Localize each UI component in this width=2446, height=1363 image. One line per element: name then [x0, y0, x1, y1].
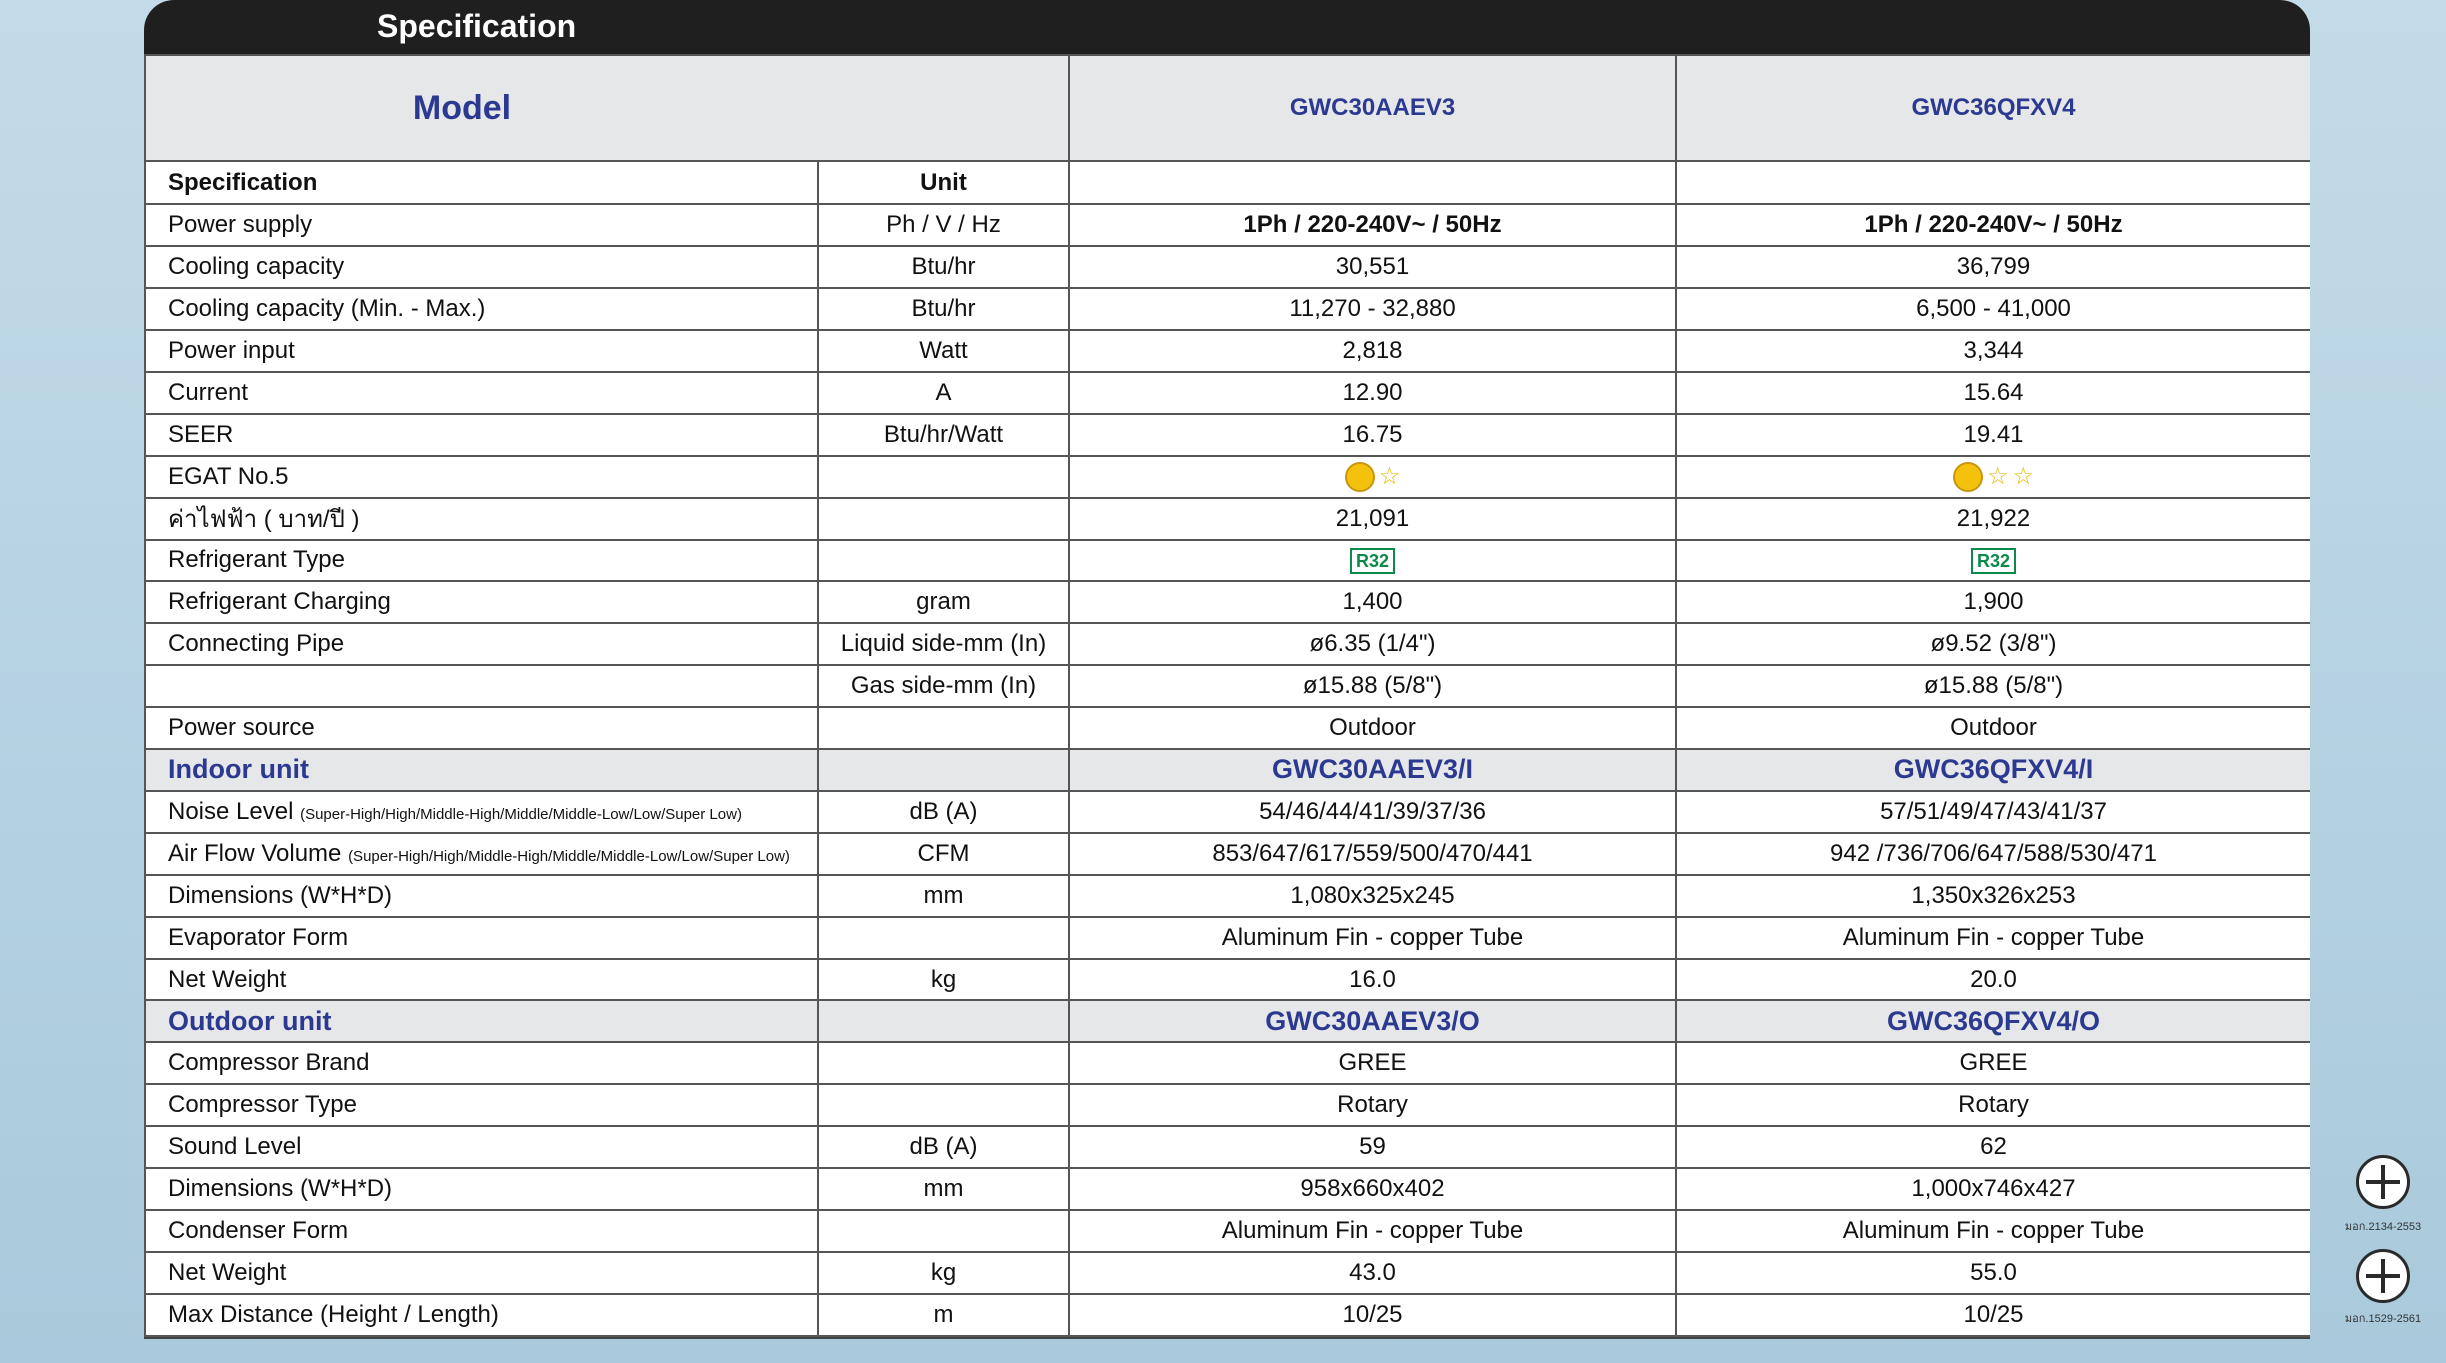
value-model-2: 55.0 — [1676, 1252, 2310, 1294]
value-model-1: 10/25 — [1069, 1294, 1676, 1336]
tis-mark-icon — [2356, 1155, 2410, 1209]
unit-cell: Btu/hr — [818, 246, 1069, 288]
unit-cell: A — [818, 372, 1069, 414]
spec-label — [145, 875, 818, 917]
table-row — [145, 707, 2310, 749]
unit-cell: Watt — [818, 330, 1069, 372]
spec-text: Power input — [168, 336, 295, 364]
unit-cell — [818, 707, 1069, 749]
spec-label — [145, 456, 818, 498]
spec-text: Compressor Type — [168, 1091, 357, 1119]
star-icon: ☆ — [2012, 462, 2035, 490]
value-model-2: 21,922 — [1676, 498, 2310, 540]
value-model-2: Rotary — [1676, 1084, 2310, 1126]
spec-text: Air Flow Volume — [168, 839, 342, 867]
spec-label — [145, 540, 818, 582]
spec-text: Condenser Form — [168, 1216, 349, 1244]
spec-text: Power supply — [168, 211, 313, 239]
model-label: Model — [412, 88, 512, 127]
column-header-row — [145, 161, 2310, 204]
table-row — [145, 791, 2310, 833]
value-model-2 — [1676, 540, 2310, 582]
table-row — [145, 372, 2310, 414]
spec-label — [145, 204, 818, 246]
unit-cell: Gas side-mm (In) — [818, 665, 1069, 707]
unit-cell — [818, 1042, 1069, 1084]
refrigerant-icon: R32 — [1971, 548, 2016, 574]
unit-cell: mm — [818, 875, 1069, 917]
table-row — [145, 581, 2310, 623]
spec-label — [145, 1126, 818, 1168]
outdoor-section-header — [145, 1000, 2310, 1042]
value-model-1: 853/647/617/559/500/470/441 — [1069, 833, 1676, 875]
table-row — [145, 1042, 2310, 1084]
table-row — [145, 498, 2310, 540]
value-model-2: ø15.88 (5/8") — [1676, 665, 2310, 707]
unit-cell: Liquid side-mm (In) — [818, 623, 1069, 665]
value-model-2: 942 /736/706/647/588/530/471 — [1676, 833, 2310, 875]
table-row — [145, 875, 2310, 917]
unit-cell: m — [818, 1294, 1069, 1336]
model-label-cell — [145, 55, 1069, 161]
table-row — [145, 288, 2310, 330]
spec-label — [145, 414, 818, 456]
value-model-1: 11,270 - 32,880 — [1069, 288, 1676, 330]
spec-text: Cooling capacity — [168, 253, 345, 281]
spec-label — [145, 330, 818, 372]
spec-label — [145, 288, 818, 330]
spec-label — [145, 1210, 818, 1252]
unit-cell: mm — [818, 1168, 1069, 1210]
section-empty — [818, 749, 1069, 791]
value-model-1: 43.0 — [1069, 1252, 1676, 1294]
value-model-1: 1,080x325x245 — [1069, 875, 1676, 917]
spec-text: Net Weight — [168, 1258, 287, 1286]
column-header-spec: Specification — [145, 161, 818, 204]
spec-label — [145, 959, 818, 1001]
egat-badge-icon — [1953, 462, 1983, 492]
value-model-2: 1,900 — [1676, 581, 2310, 623]
spec-table — [144, 54, 2310, 1337]
spec-text: ค่าไฟฟ้า ( บาท/ปี ) — [168, 506, 360, 534]
spec-text: Noise Level — [168, 797, 294, 825]
spec-text: Cooling capacity (Min. - Max.) — [168, 295, 486, 323]
value-model-1: 958x660x402 — [1069, 1168, 1676, 1210]
value-model-2: GREE — [1676, 1042, 2310, 1084]
table-row — [145, 1084, 2310, 1126]
spec-text: Dimensions (W*H*D) — [168, 881, 393, 909]
certification-label: มอก.1529-2561 — [2344, 1313, 2422, 1325]
unit-cell — [818, 917, 1069, 959]
value-model-2: 10/25 — [1676, 1294, 2310, 1336]
value-model-1: 54/46/44/41/39/37/36 — [1069, 791, 1676, 833]
section-title: Indoor unit — [145, 749, 818, 791]
unit-cell: kg — [818, 1252, 1069, 1294]
spec-label — [145, 1084, 818, 1126]
value-model-1: 59 — [1069, 1126, 1676, 1168]
value-model-1: 1Ph / 220-240V~ / 50Hz — [1069, 204, 1676, 246]
refrigerant-icon: R32 — [1350, 548, 1395, 574]
section-model-2: GWC36QFXV4/O — [1676, 1000, 2310, 1042]
star-icon: ☆ — [1986, 462, 2009, 490]
spec-text: Evaporator Form — [168, 923, 349, 951]
table-row — [145, 959, 2310, 1001]
value-model-1: 12.90 — [1069, 372, 1676, 414]
spec-label — [145, 707, 818, 749]
certification-label: มอก.2134-2553 — [2344, 1221, 2422, 1233]
table-row — [145, 246, 2310, 288]
table-row — [145, 623, 2310, 665]
unit-cell: gram — [818, 581, 1069, 623]
egat-badge-icon — [1345, 462, 1375, 492]
star-icon: ☆ — [1378, 462, 1401, 490]
spec-label — [145, 1042, 818, 1084]
value-model-2: 1,350x326x253 — [1676, 875, 2310, 917]
value-model-1: Aluminum Fin - copper Tube — [1069, 917, 1676, 959]
value-model-1: Rotary — [1069, 1084, 1676, 1126]
value-model-1 — [1069, 456, 1676, 498]
unit-cell — [818, 1210, 1069, 1252]
indoor-section-header — [145, 749, 2310, 791]
table-row — [145, 1126, 2310, 1168]
table-row — [145, 540, 2310, 582]
egat-label — [1953, 462, 2034, 492]
value-model-1: ø15.88 (5/8") — [1069, 665, 1676, 707]
spec-text: Refrigerant Type — [168, 546, 345, 574]
value-model-2: ø9.52 (3/8") — [1676, 623, 2310, 665]
column-header-empty — [1069, 161, 1676, 204]
spec-label — [145, 498, 818, 540]
value-model-2 — [1676, 456, 2310, 498]
spec-label — [145, 1294, 818, 1336]
value-model-2: 36,799 — [1676, 246, 2310, 288]
spec-label — [145, 833, 818, 875]
spec-note: (Super-High/High/Middle-High/Middle/Middle-Low/Low/Super Low) — [300, 805, 742, 823]
spec-label — [145, 246, 818, 288]
spec-sheet — [144, 0, 2310, 1339]
value-model-1: ø6.35 (1/4") — [1069, 623, 1676, 665]
table-row — [145, 204, 2310, 246]
value-model-2: 62 — [1676, 1126, 2310, 1168]
page-title: Specification — [377, 8, 577, 44]
section-empty — [818, 1000, 1069, 1042]
spec-label — [145, 623, 818, 665]
spec-text: Connecting Pipe — [168, 630, 345, 658]
spec-label — [145, 1252, 818, 1294]
spec-label — [145, 372, 818, 414]
spec-label — [145, 917, 818, 959]
unit-cell — [818, 1084, 1069, 1126]
spec-label — [145, 665, 818, 707]
tis-mark-icon — [2356, 1249, 2410, 1303]
spec-note: (Super-High/High/Middle-High/Middle/Middle-Low/Low/Super Low) — [348, 847, 790, 865]
spec-text: Max Distance (Height / Length) — [168, 1300, 499, 1328]
table-row — [145, 665, 2310, 707]
unit-cell: Btu/hr — [818, 288, 1069, 330]
unit-cell: dB (A) — [818, 1126, 1069, 1168]
value-model-1: 21,091 — [1069, 498, 1676, 540]
spec-text: Power source — [168, 714, 315, 742]
egat-label — [1345, 462, 1401, 492]
section-title: Outdoor unit — [145, 1000, 818, 1042]
unit-cell: Btu/hr/Watt — [818, 414, 1069, 456]
value-model-2: 20.0 — [1676, 959, 2310, 1001]
spec-text: Net Weight — [168, 965, 287, 993]
unit-cell: CFM — [818, 833, 1069, 875]
unit-cell — [818, 456, 1069, 498]
value-model-1: 16.0 — [1069, 959, 1676, 1001]
spec-label — [145, 791, 818, 833]
value-model-2: 6,500 - 41,000 — [1676, 288, 2310, 330]
value-model-1: 2,818 — [1069, 330, 1676, 372]
spec-text: Refrigerant Charging — [168, 588, 391, 616]
value-model-2: 15.64 — [1676, 372, 2310, 414]
section-model-1: GWC30AAEV3/I — [1069, 749, 1676, 791]
value-model-1: 30,551 — [1069, 246, 1676, 288]
value-model-2: Aluminum Fin - copper Tube — [1676, 1210, 2310, 1252]
section-model-2: GWC36QFXV4/I — [1676, 749, 2310, 791]
value-model-2: Outdoor — [1676, 707, 2310, 749]
title-bar — [144, 0, 2310, 54]
spec-text: Sound Level — [168, 1133, 302, 1161]
unit-cell: Ph / V / Hz — [818, 204, 1069, 246]
column-header-empty — [1676, 161, 2310, 204]
unit-cell: dB (A) — [818, 791, 1069, 833]
value-model-1: Aluminum Fin - copper Tube — [1069, 1210, 1676, 1252]
unit-cell — [818, 540, 1069, 582]
model-2: GWC36QFXV4 — [1676, 55, 2310, 161]
unit-cell: kg — [818, 959, 1069, 1001]
section-model-1: GWC30AAEV3/O — [1069, 1000, 1676, 1042]
table-row — [145, 1252, 2310, 1294]
value-model-2: 3,344 — [1676, 330, 2310, 372]
table-row — [145, 917, 2310, 959]
table-row — [145, 1210, 2310, 1252]
value-model-2: 57/51/49/47/43/41/37 — [1676, 791, 2310, 833]
value-model-2: Aluminum Fin - copper Tube — [1676, 917, 2310, 959]
value-model-1: GREE — [1069, 1042, 1676, 1084]
spec-text: Current — [168, 378, 249, 406]
table-row — [145, 1168, 2310, 1210]
table-row — [145, 330, 2310, 372]
spec-label — [145, 1168, 818, 1210]
column-header-unit: Unit — [818, 161, 1069, 204]
value-model-1: 16.75 — [1069, 414, 1676, 456]
table-row — [145, 414, 2310, 456]
table-row — [145, 833, 2310, 875]
model-1: GWC30AAEV3 — [1069, 55, 1676, 161]
spec-text: SEER — [168, 420, 234, 448]
spec-text: Compressor Brand — [168, 1049, 370, 1077]
table-row — [145, 456, 2310, 498]
value-model-2: 1Ph / 220-240V~ / 50Hz — [1676, 204, 2310, 246]
model-row — [145, 55, 2310, 161]
unit-cell — [818, 498, 1069, 540]
value-model-1: Outdoor — [1069, 707, 1676, 749]
spec-text: Dimensions (W*H*D) — [168, 1175, 393, 1203]
spec-text: EGAT No.5 — [168, 462, 289, 490]
table-row — [145, 1294, 2310, 1336]
value-model-2: 1,000x746x427 — [1676, 1168, 2310, 1210]
spec-label — [145, 581, 818, 623]
value-model-1 — [1069, 540, 1676, 582]
value-model-1: 1,400 — [1069, 581, 1676, 623]
value-model-2: 19.41 — [1676, 414, 2310, 456]
